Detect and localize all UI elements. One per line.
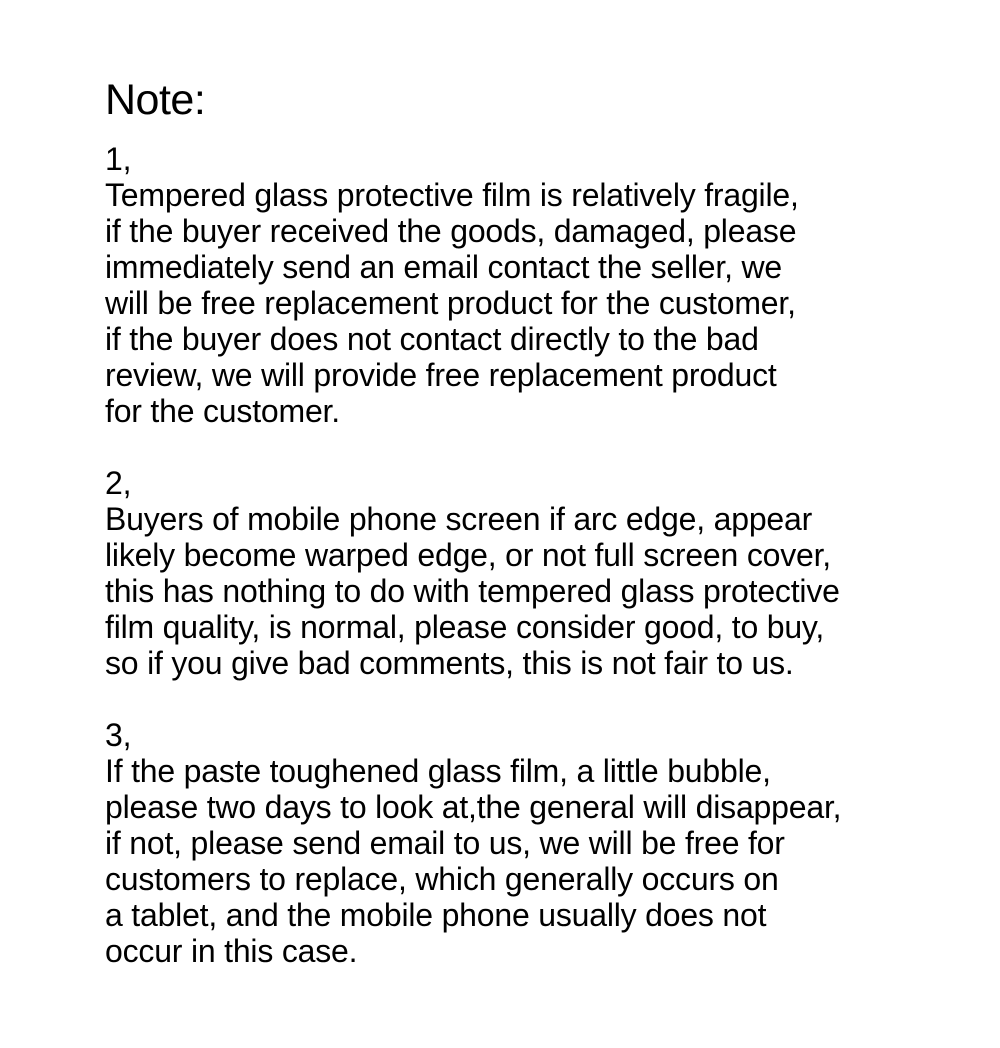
section-line: if not, please send email to us, we will be free for bbox=[105, 825, 785, 861]
note-section-3 bbox=[105, 717, 985, 969]
section-line: for the customer. bbox=[105, 393, 340, 429]
section-line: immediately send an email contact the seller, we bbox=[105, 249, 782, 285]
section-line: customers to replace, which generally occurs on bbox=[105, 861, 779, 897]
section-line: please two days to look at,the general will disappear, bbox=[105, 789, 842, 825]
note-section-2 bbox=[105, 465, 985, 681]
section-line: Buyers of mobile phone screen if arc edge, appear bbox=[105, 501, 813, 537]
section-line: film quality, is normal, please consider good, to buy, bbox=[105, 609, 825, 645]
note-title: Note: bbox=[105, 76, 206, 124]
section-line: if the buyer does not contact directly to the bad bbox=[105, 321, 759, 357]
section-line: review, we will provide free replacement product bbox=[105, 357, 777, 393]
section-number: 2, bbox=[105, 465, 132, 501]
section-line: Tempered glass protective film is relatively fragile, bbox=[105, 177, 799, 213]
section-line: likely become warped edge, or not full screen cover, bbox=[105, 537, 831, 573]
section-line: so if you give bad comments, this is not fair to us. bbox=[105, 645, 794, 681]
section-line: occur in this case. bbox=[105, 933, 358, 969]
note-document bbox=[105, 76, 985, 969]
section-line: will be free replacement product for the customer, bbox=[105, 285, 796, 321]
section-line: if the buyer received the goods, damaged, please bbox=[105, 213, 797, 249]
section-line: a tablet, and the mobile phone usually does not bbox=[105, 897, 767, 933]
section-number: 3, bbox=[105, 717, 132, 753]
note-section-1 bbox=[105, 141, 985, 429]
section-line: If the paste toughened glass film, a little bubble, bbox=[105, 753, 771, 789]
section-line: this has nothing to do with tempered glass protective bbox=[105, 573, 840, 609]
section-number: 1, bbox=[105, 141, 132, 177]
